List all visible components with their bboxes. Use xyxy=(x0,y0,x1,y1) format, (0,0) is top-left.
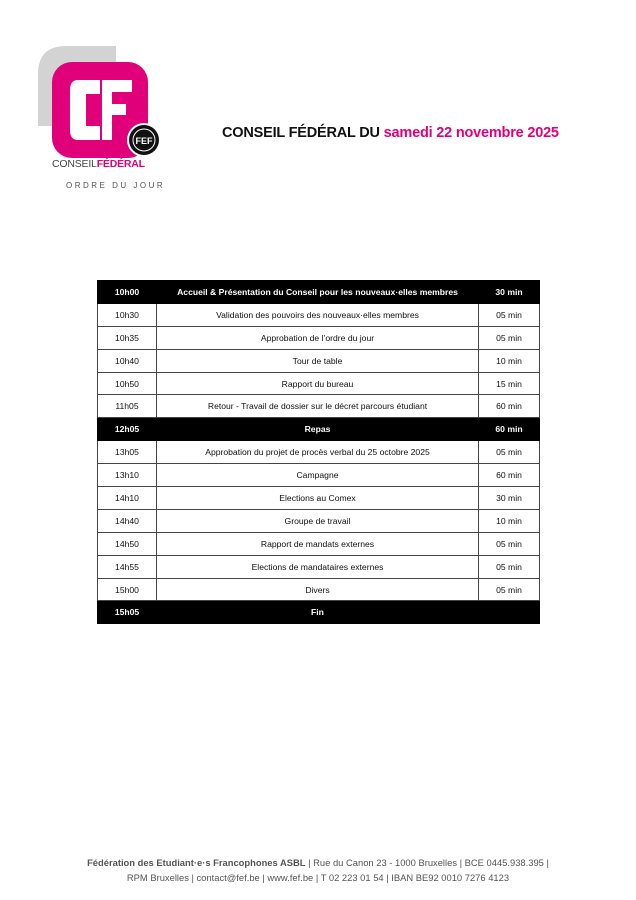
agenda-duration: 60 min xyxy=(479,464,540,487)
page-title xyxy=(222,125,559,141)
agenda-duration: 05 min xyxy=(479,441,540,464)
agenda-row xyxy=(98,441,540,464)
agenda-row xyxy=(98,303,540,326)
agenda-time: 10h00 xyxy=(98,281,157,304)
agenda-body xyxy=(98,281,540,624)
agenda-row xyxy=(98,555,540,578)
agenda-item: Approbation de l’ordre du jour xyxy=(157,326,479,349)
title-date: samedi 22 novembre 2025 xyxy=(383,125,559,141)
agenda-duration: 30 min xyxy=(479,281,540,304)
document-subtitle: ORDRE DU JOUR xyxy=(66,181,166,190)
agenda-duration: 05 min xyxy=(479,303,540,326)
footer xyxy=(0,855,636,885)
agenda-row xyxy=(98,487,540,510)
title-prefix: CONSEIL FÉDÉRAL DU xyxy=(222,125,380,141)
agenda-time: 14h50 xyxy=(98,532,157,555)
logo-caption-left: CONSEIL xyxy=(52,158,97,170)
agenda-time: 13h05 xyxy=(98,441,157,464)
agenda-row xyxy=(98,464,540,487)
agenda-table xyxy=(97,280,540,624)
agenda-item: Elections de mandataires externes xyxy=(157,555,479,578)
footer-line-1 xyxy=(0,855,636,870)
agenda-duration: 30 min xyxy=(479,487,540,510)
agenda-time: 14h55 xyxy=(98,555,157,578)
agenda-time: 14h10 xyxy=(98,487,157,510)
footer-org: Fédération des Etudiant·e·s Francophones ASBL xyxy=(87,857,306,868)
agenda-row xyxy=(98,578,540,601)
agenda-item: Fin xyxy=(157,601,479,624)
agenda-time: 11h05 xyxy=(98,395,157,418)
agenda-duration: 60 min xyxy=(479,395,540,418)
agenda-duration xyxy=(479,601,540,624)
agenda-item: Elections au Comex xyxy=(157,487,479,510)
agenda-time: 10h40 xyxy=(98,349,157,372)
agenda-time: 10h30 xyxy=(98,303,157,326)
agenda-duration: 60 min xyxy=(479,418,540,441)
agenda-item: Approbation du projet de procès verbal du 25 octobre 2025 xyxy=(157,441,479,464)
footer-line-2: RPM Bruxelles | contact@fef.be | www.fef.be | T 02 223 01 54 | IBAN BE92 0010 7276 4123 xyxy=(126,872,510,883)
agenda-item: Retour - Travail de dossier sur le décret parcours étudiant xyxy=(157,395,479,418)
agenda-time: 10h50 xyxy=(98,372,157,395)
agenda-item: Rapport du bureau xyxy=(157,372,479,395)
agenda-item: Rapport de mandats externes xyxy=(157,532,479,555)
logo-caption xyxy=(52,158,145,170)
agenda-item: Validation des pouvoirs des nouveaux·elles membres xyxy=(157,303,479,326)
agenda-item: Accueil & Présentation du Conseil pour les nouveaux·elles membres xyxy=(157,281,479,304)
agenda-time: 10h35 xyxy=(98,326,157,349)
agenda-duration: 05 min xyxy=(479,326,540,349)
agenda-item: Tour de table xyxy=(157,349,479,372)
agenda-duration: 10 min xyxy=(479,349,540,372)
agenda-time: 15h05 xyxy=(98,601,157,624)
agenda-time: 14h40 xyxy=(98,509,157,532)
agenda-duration: 10 min xyxy=(479,509,540,532)
footer-address: | Rue du Canon 23 - 1000 Bruxelles | BCE 0445.938.395 | xyxy=(305,857,549,868)
agenda-row xyxy=(98,349,540,372)
agenda-duration: 15 min xyxy=(479,372,540,395)
agenda-row xyxy=(98,601,540,624)
agenda-time: 12h05 xyxy=(98,418,157,441)
agenda-item: Divers xyxy=(157,578,479,601)
agenda-item: Campagne xyxy=(157,464,479,487)
fef-emblem-text: FEF xyxy=(135,136,153,146)
agenda-row xyxy=(98,509,540,532)
agenda-item: Groupe de travail xyxy=(157,509,479,532)
agenda-row xyxy=(98,326,540,349)
agenda-item: Repas xyxy=(157,418,479,441)
agenda-row xyxy=(98,532,540,555)
agenda-time: 15h00 xyxy=(98,578,157,601)
agenda-duration: 05 min xyxy=(479,555,540,578)
agenda-row xyxy=(98,372,540,395)
agenda-time: 13h10 xyxy=(98,464,157,487)
logo-caption-right: FÉDÉRAL xyxy=(96,158,145,170)
cf-logo-graphic xyxy=(38,46,168,168)
agenda-duration: 05 min xyxy=(479,532,540,555)
conseil-federal-logo xyxy=(38,46,168,168)
agenda-row xyxy=(98,281,540,304)
agenda-duration: 05 min xyxy=(479,578,540,601)
agenda-row xyxy=(98,418,540,441)
agenda-row xyxy=(98,395,540,418)
